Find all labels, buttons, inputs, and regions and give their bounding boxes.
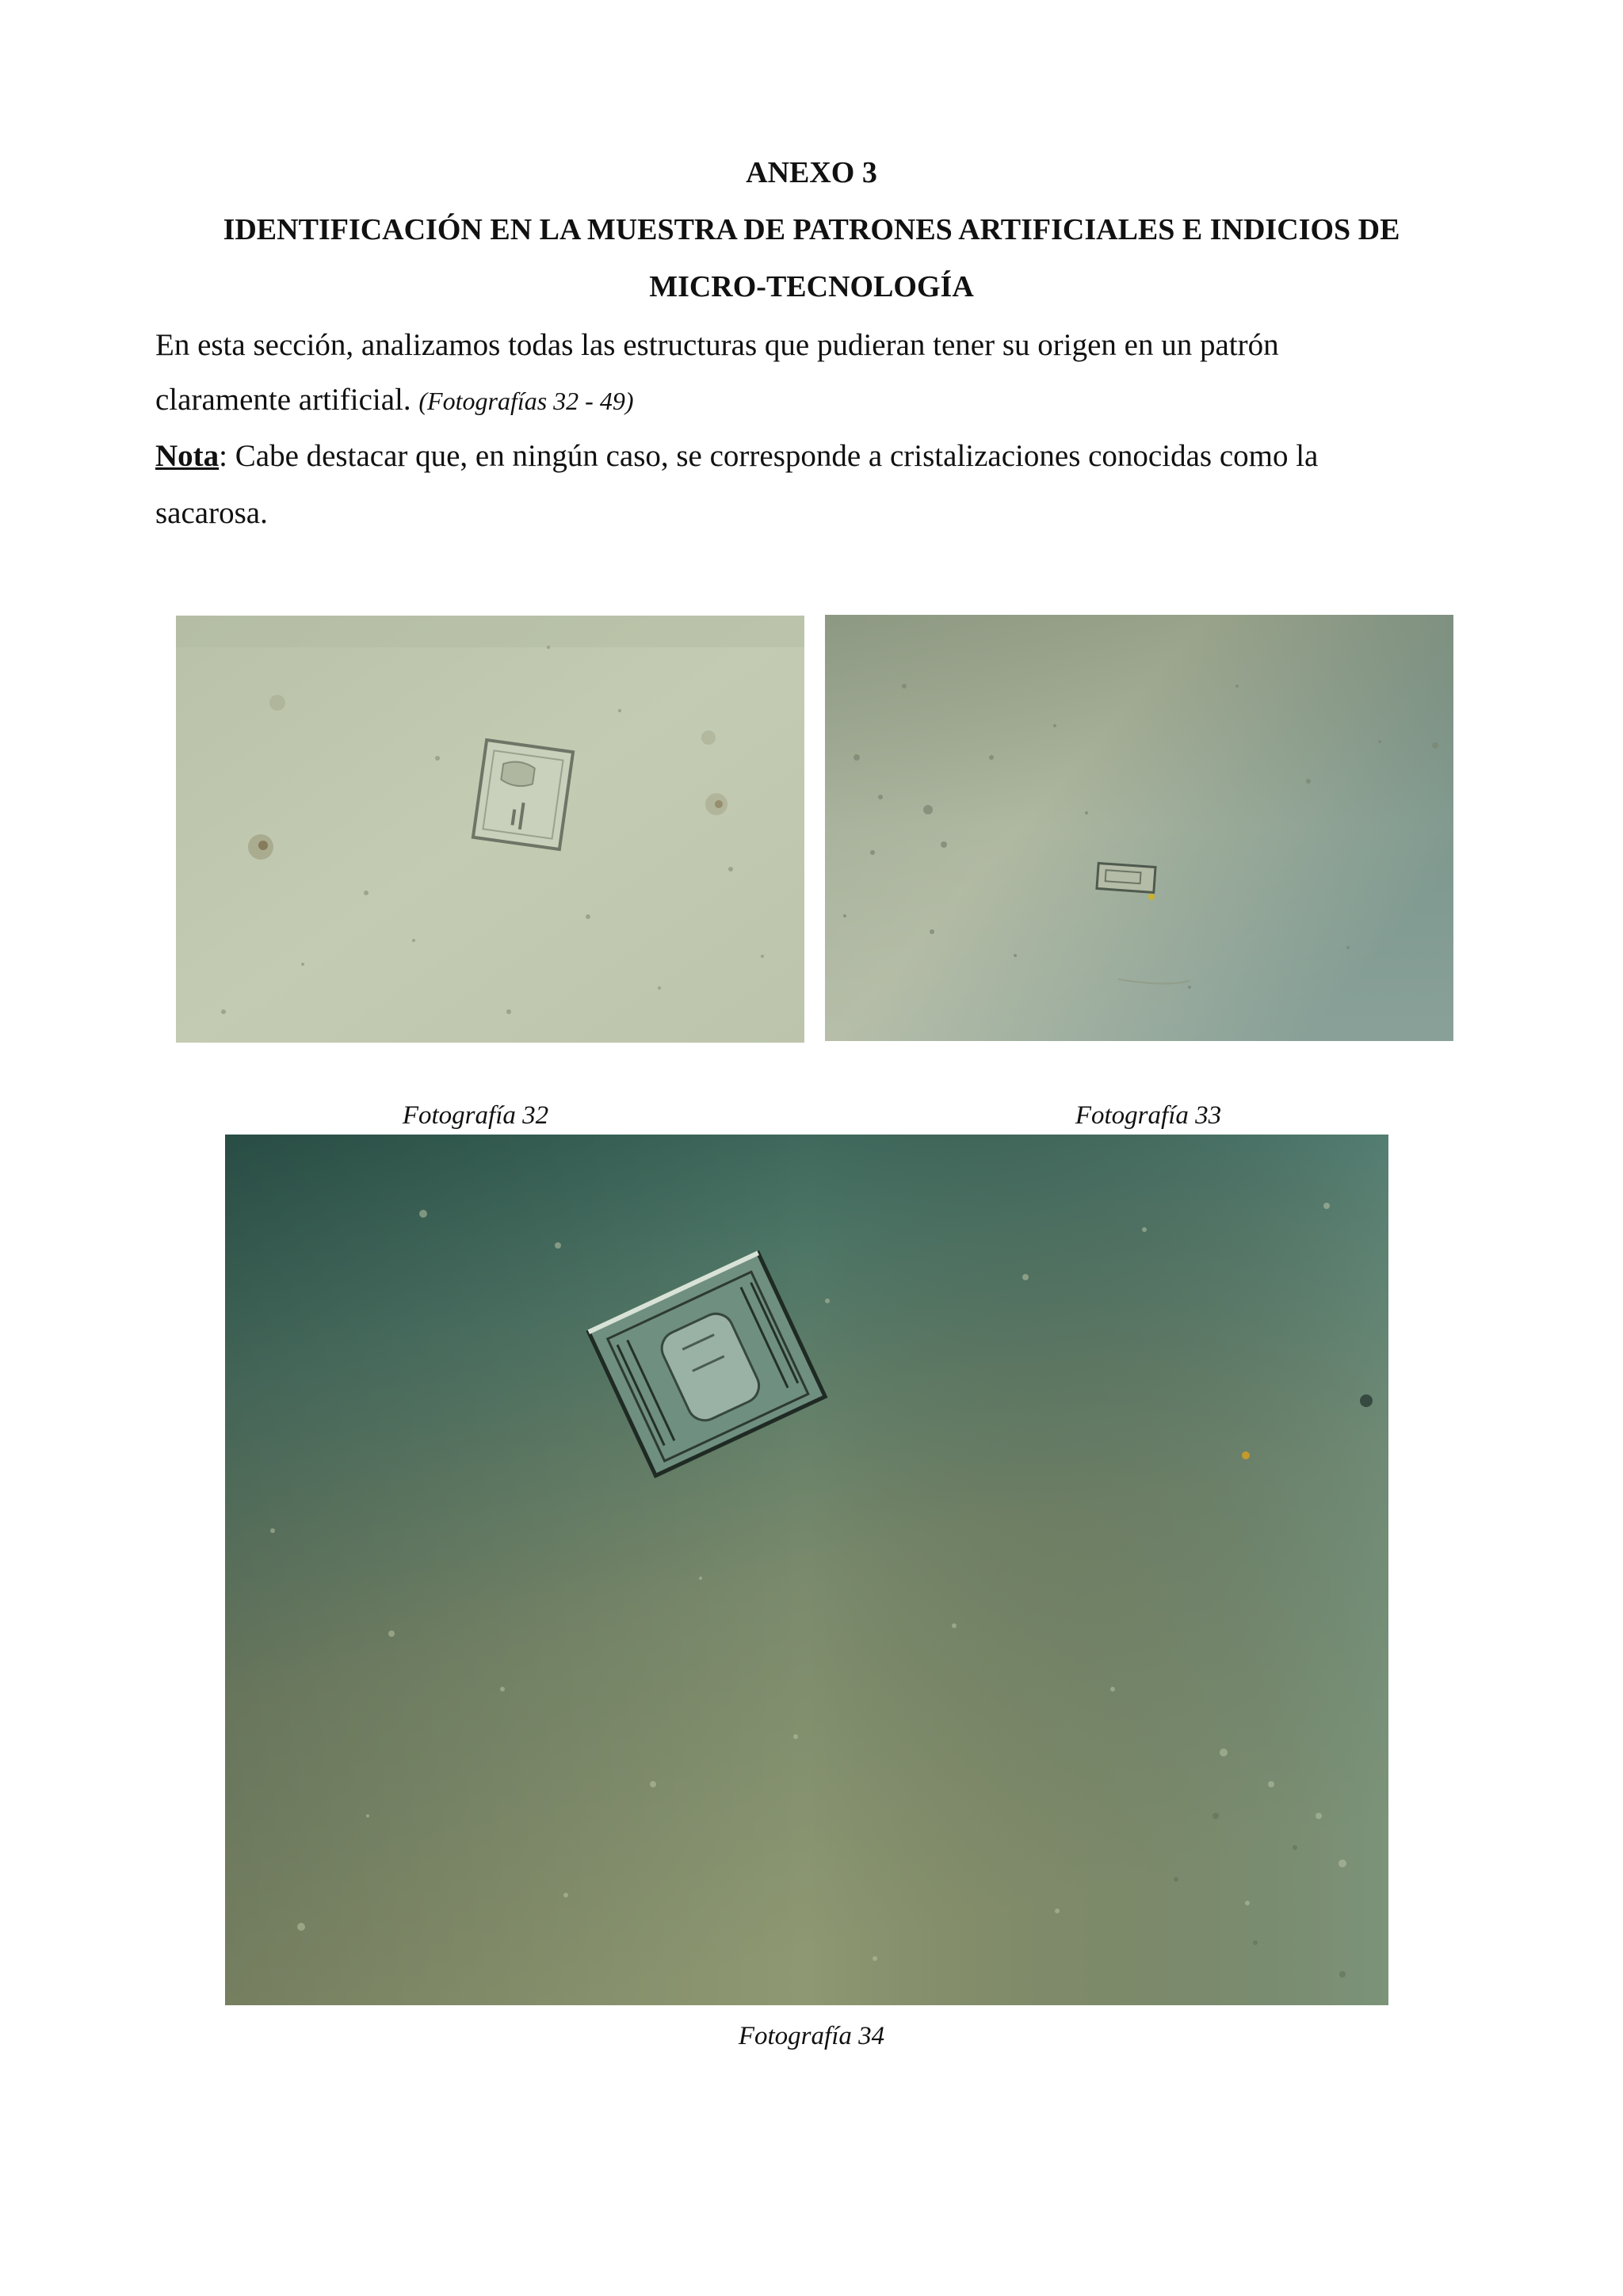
section-title: IDENTIFICACIÓN EN LA MUESTRA DE PATRONES ARTIFICIALES E INDICIOS DE <box>223 213 1400 246</box>
intro-line-2 <box>155 382 1487 419</box>
caption-photo-34: Fotografía 34 <box>738 2022 885 2050</box>
note-line-2: sacarosa. <box>155 496 268 530</box>
section-subtitle: MICRO-TECNOLOGÍA <box>649 270 974 303</box>
caption-photo-32: Fotografía 32 <box>402 1101 549 1130</box>
photo-34 <box>225 1135 1388 2005</box>
note-text: : Cabe destacar que, en ningún caso, se corresponde a cristalizaciones conocidas como la <box>219 439 1319 473</box>
caption-photo-33: Fotografía 33 <box>1075 1101 1222 1130</box>
photo-range-reference: (Fotografías 32 - 49) <box>418 387 634 415</box>
intro-line-1: En esta sección, analizamos todas las estructuras que pudieran tener su origen en un patrón <box>155 328 1279 362</box>
intro-text: claramente artificial. <box>155 383 411 417</box>
micrograph-32 <box>176 616 804 1043</box>
photo-33 <box>825 615 1453 1041</box>
note-line-1 <box>155 438 1487 475</box>
annex-heading: ANEXO 3 <box>746 156 877 189</box>
photo-32 <box>176 616 804 1043</box>
micrograph-33 <box>825 615 1453 1041</box>
micrograph-34 <box>225 1135 1388 2005</box>
note-label: Nota <box>155 439 220 473</box>
